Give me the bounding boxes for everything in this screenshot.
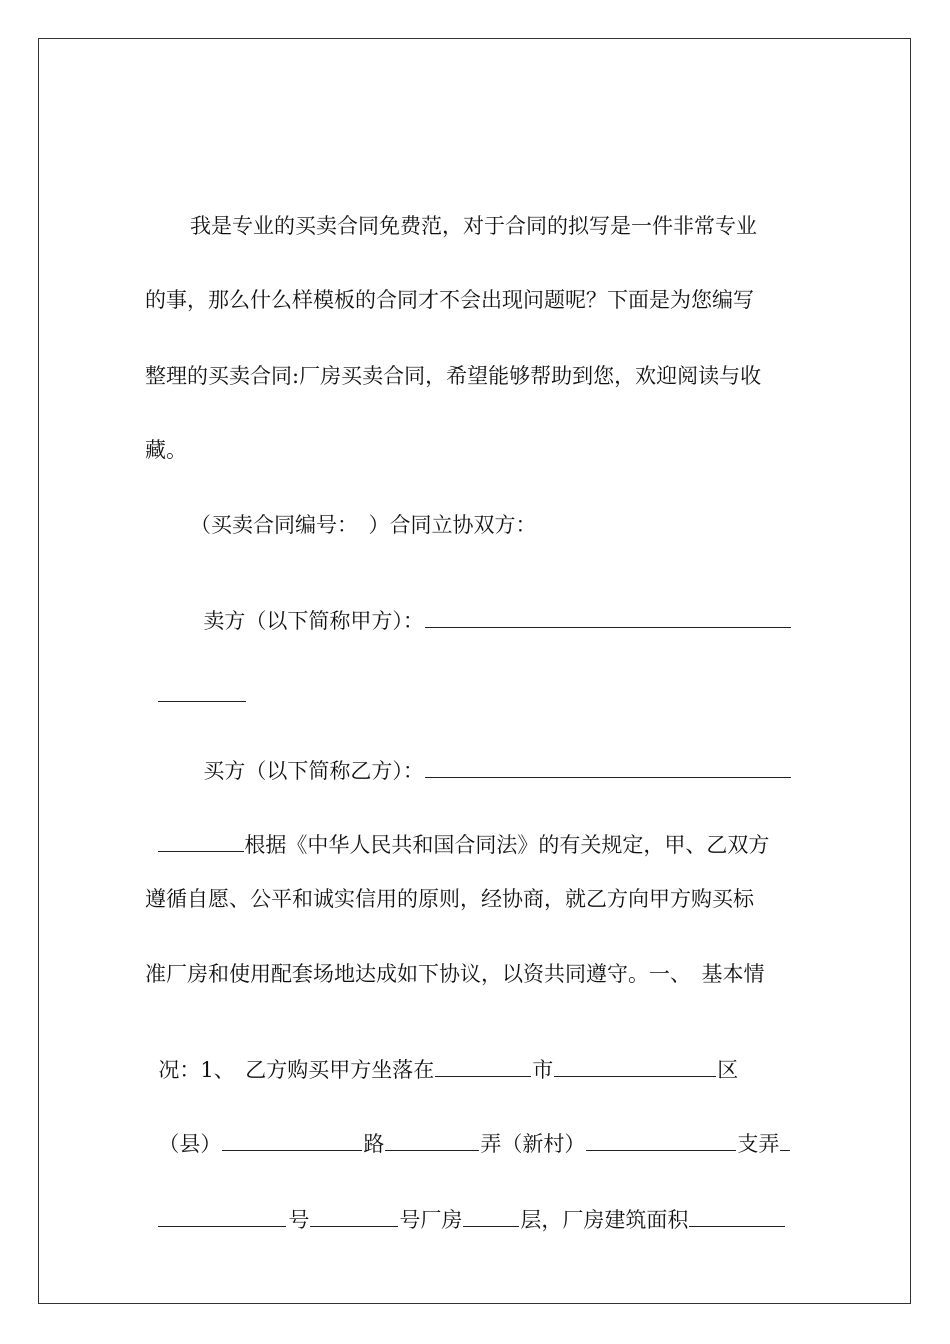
paragraph-line: 藏。: [145, 438, 187, 462]
county-blank: [222, 1149, 362, 1151]
sublane-label: 支弄: [737, 1132, 780, 1156]
paragraph-line: 遵循自愿、公平和诚实信用的原则，经协商，就乙方向甲方购买标: [145, 887, 754, 911]
buyer-label: 买方（以下简称乙方）：: [203, 759, 424, 783]
seller-blank: [425, 626, 791, 628]
district-blank: [554, 1075, 716, 1077]
district-label: 区: [717, 1058, 739, 1082]
area-blank: [689, 1225, 785, 1227]
paragraph-line: 整理的买卖合同:厂房买卖合同，希望能够帮助到您，欢迎阅读与收: [145, 364, 762, 388]
location-text: 况：1、 乙方购买甲方坐落在: [158, 1058, 435, 1082]
area-label: 层，厂房建筑面积: [520, 1208, 689, 1232]
seller-label: 卖方（以下简称甲方）：: [203, 609, 424, 633]
paragraph-line: [145, 814, 805, 856]
address-line: [145, 1113, 805, 1155]
city-label: 市: [532, 1058, 554, 1082]
paragraph-line: 的事，那么什么样模板的合同才不会出现问题呢？下面是为您编写: [145, 288, 754, 312]
sublane-blank-tail: [158, 1225, 286, 1227]
buyer-blank: [425, 776, 791, 778]
seller-line: [190, 590, 850, 632]
road-label: 路: [363, 1132, 385, 1156]
sublane-blank: [780, 1149, 790, 1151]
building-line: [145, 1189, 805, 1231]
lane-blank: [586, 1149, 736, 1151]
paragraph-line: 我是专业的买卖合同免费范，对于合同的拟写是一件非常专业: [190, 214, 757, 238]
buyer-line: [190, 740, 850, 782]
county-label: （县）: [158, 1132, 222, 1156]
lane-label: 弄（新村）: [480, 1132, 586, 1156]
location-line: [145, 1039, 805, 1081]
law-basis-text: 根据《中华人民共和国合同法》的有关规定，甲、乙双方: [244, 833, 770, 857]
floor-blank: [463, 1225, 519, 1227]
contract-number-line: （买卖合同编号： ）合同立协双方：: [190, 513, 537, 537]
paragraph-line: 准厂房和使用配套场地达成如下协议，以资共同遵守。一、 基本情: [145, 962, 765, 986]
number-blank: [310, 1225, 398, 1227]
seller-blank-continued: [145, 664, 805, 706]
number-label: 号: [288, 1208, 310, 1232]
road-blank: [385, 1149, 479, 1151]
buyer-blank-tail: [158, 850, 244, 852]
seller-blank-tail: [158, 700, 246, 702]
building-number-label: 号厂房: [399, 1208, 463, 1232]
city-blank: [435, 1075, 531, 1077]
